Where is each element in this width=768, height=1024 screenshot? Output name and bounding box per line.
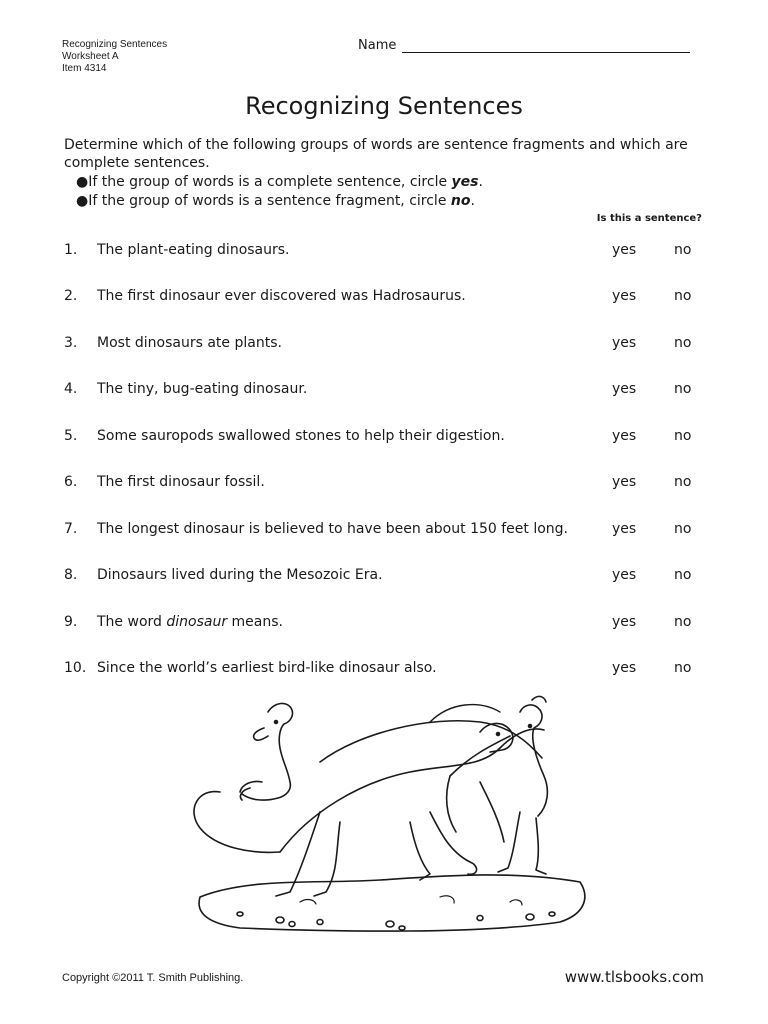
- question-row: [0, 288, 768, 308]
- answer-no[interactable]: no: [674, 614, 692, 630]
- question-text-start: The word: [97, 614, 167, 630]
- question-text: Some sauropods swallowed stones to help their digestion.: [97, 428, 505, 444]
- answer-yes[interactable]: yes: [612, 474, 637, 490]
- answer-yes[interactable]: yes: [612, 381, 637, 397]
- question-row: [0, 335, 768, 355]
- header-item-number: Item 4314: [62, 63, 107, 74]
- bullet-no-keyword: no: [450, 193, 471, 209]
- question-text: [97, 614, 283, 630]
- answer-yes[interactable]: yes: [612, 288, 637, 304]
- answer-no[interactable]: no: [674, 381, 692, 397]
- bullet-yes-keyword: yes: [451, 174, 479, 190]
- question-row: [0, 614, 768, 634]
- answer-yes[interactable]: yes: [612, 614, 637, 630]
- question-number: 10.: [64, 660, 87, 676]
- worksheet-header: [62, 39, 167, 75]
- question-text: Dinosaurs lived during the Mesozoic Era.: [97, 567, 383, 583]
- question-number: 4.: [64, 381, 78, 397]
- answer-yes[interactable]: yes: [612, 428, 637, 444]
- question-number: 1.: [64, 242, 78, 258]
- question-text: The first dinosaur fossil.: [97, 474, 265, 490]
- answer-no[interactable]: no: [674, 428, 692, 444]
- bullet-yes-text: ●If the group of words is a complete sentence, circle: [76, 174, 452, 190]
- answer-no[interactable]: no: [674, 335, 692, 351]
- question-number: 5.: [64, 428, 78, 444]
- answer-yes[interactable]: yes: [612, 567, 637, 583]
- question-text-end: means.: [227, 614, 283, 630]
- answer-yes[interactable]: yes: [612, 660, 637, 676]
- answer-no[interactable]: no: [674, 521, 692, 537]
- question-number: 9.: [64, 614, 78, 630]
- copyright-notice: Copyright ©2011 T. Smith Publishing.: [62, 972, 244, 984]
- instructions-intro: Determine which of the following groups of words are sentence fragments and which are complete sentences.: [64, 137, 688, 171]
- question-number: 2.: [64, 288, 78, 304]
- question-row: [0, 242, 768, 262]
- question-text: Since the world’s earliest bird-like dinosaur also.: [97, 660, 437, 676]
- question-row: [0, 660, 768, 680]
- question-text-emphasis: dinosaur: [166, 614, 228, 630]
- header-worksheet: Worksheet A: [62, 51, 119, 62]
- answer-no[interactable]: no: [674, 242, 692, 258]
- name-field-line[interactable]: [402, 52, 690, 53]
- bullet-no-period: .: [470, 193, 475, 209]
- bullet-yes-period: .: [478, 174, 483, 190]
- question-row: [0, 428, 768, 448]
- question-text: Most dinosaurs ate plants.: [97, 335, 282, 351]
- answer-no[interactable]: no: [674, 474, 692, 490]
- question-text: The longest dinosaur is believed to have been about 150 feet long.: [97, 521, 568, 537]
- answer-no[interactable]: no: [674, 660, 692, 676]
- instruction-bullet-no: [76, 193, 475, 209]
- answer-yes[interactable]: yes: [612, 521, 637, 537]
- question-row: [0, 521, 768, 541]
- question-number: 3.: [64, 335, 78, 351]
- question-row: [0, 474, 768, 494]
- page-title: Recognizing Sentences: [245, 92, 523, 120]
- question-text: The tiny, bug-eating dinosaur.: [97, 381, 308, 397]
- instruction-bullet-yes: [76, 174, 483, 190]
- question-row: [0, 567, 768, 587]
- website-url: www.tlsbooks.com: [564, 968, 704, 986]
- dinosaur-illustration: [180, 692, 600, 942]
- answer-no[interactable]: no: [674, 288, 692, 304]
- question-text: The first dinosaur ever discovered was Hadrosaurus.: [97, 288, 466, 304]
- bullet-no-text: ●If the group of words is a sentence fragment, circle: [76, 193, 451, 209]
- answer-no[interactable]: no: [674, 567, 692, 583]
- question-number: 7.: [64, 521, 78, 537]
- name-label: Name: [358, 38, 397, 53]
- question-number: 8.: [64, 567, 78, 583]
- header-title: Recognizing Sentences: [62, 39, 168, 50]
- answer-column-header: Is this a sentence?: [596, 213, 702, 224]
- question-row: [0, 381, 768, 401]
- answer-yes[interactable]: yes: [612, 335, 637, 351]
- question-number: 6.: [64, 474, 78, 490]
- question-text: The plant-eating dinosaurs.: [97, 242, 290, 258]
- answer-yes[interactable]: yes: [612, 242, 637, 258]
